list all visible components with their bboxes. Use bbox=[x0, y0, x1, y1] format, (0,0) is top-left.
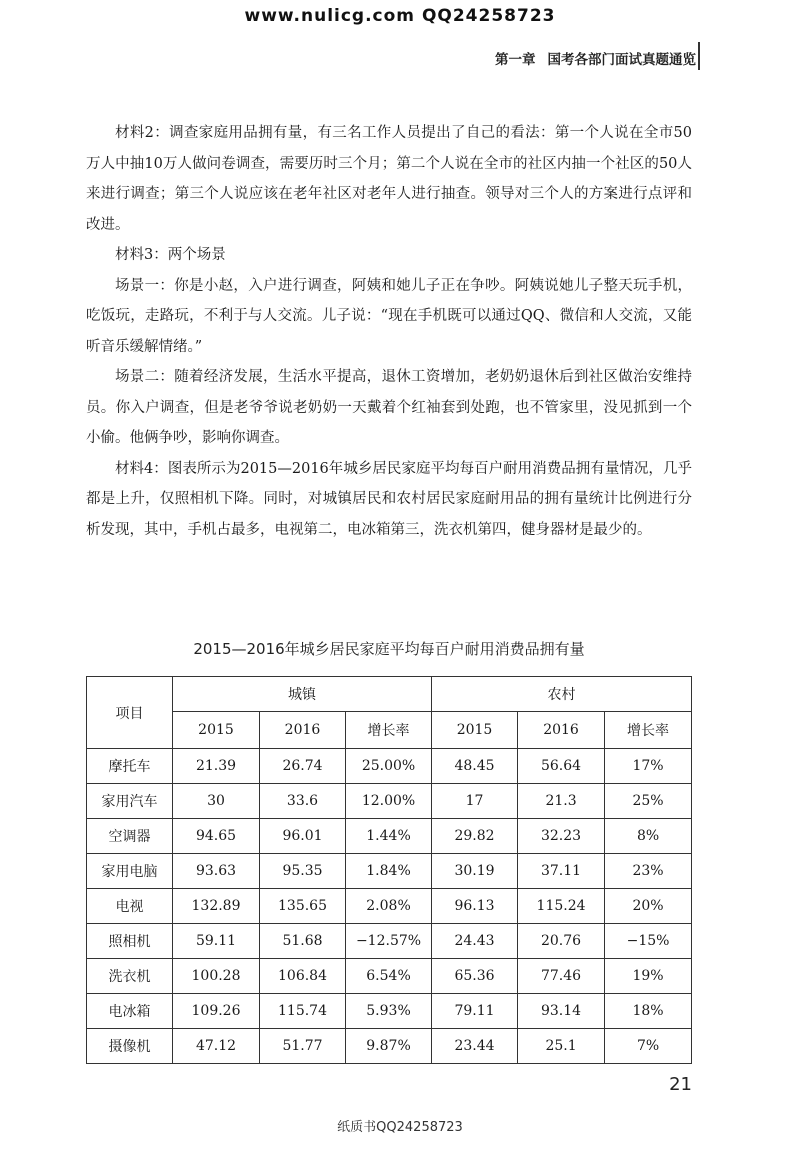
table-cell: 94.65 bbox=[173, 819, 260, 854]
table-cell: 100.28 bbox=[173, 959, 260, 994]
page-number: 21 bbox=[669, 1074, 692, 1095]
row-label: 电冰箱 bbox=[87, 994, 173, 1029]
paragraph-material-4: 材料4：图表所示为2015—2016年城乡居民家庭平均每百户耐用消费品拥有量情况，几乎都是上升，仅照相机下降。同时，对城镇居民和农村居民家庭耐用品的拥有量统计比例进行分析发现，其中，手机占最多，电视第二，电冰箱第三，洗衣机第四，健身器材是最少的。 bbox=[86, 460, 692, 538]
table-cell: 26.74 bbox=[260, 749, 346, 784]
table-row bbox=[87, 784, 692, 819]
paragraph-material-3: 材料3：两个场景 bbox=[115, 247, 226, 263]
table-cell: 30 bbox=[173, 784, 260, 819]
chapter-label: 第一章 bbox=[495, 52, 536, 68]
table-cell: 135.65 bbox=[260, 889, 346, 924]
row-label: 电视 bbox=[87, 889, 173, 924]
table-cell: 1.84% bbox=[346, 854, 432, 889]
item-header: 项目 bbox=[87, 677, 173, 749]
table-cell: 77.46 bbox=[518, 959, 605, 994]
subheader-cell: 2016 bbox=[260, 712, 346, 749]
table-cell: 79.11 bbox=[432, 994, 518, 1029]
subheader-cell: 2015 bbox=[432, 712, 518, 749]
table-cell: 1.44% bbox=[346, 819, 432, 854]
table-cell: 23% bbox=[605, 854, 692, 889]
chapter-header bbox=[495, 48, 696, 68]
table-cell: 115.74 bbox=[260, 994, 346, 1029]
table-cell: 30.19 bbox=[432, 854, 518, 889]
table-row bbox=[87, 959, 692, 994]
table-row bbox=[87, 854, 692, 889]
table-row bbox=[87, 889, 692, 924]
table-cell: 132.89 bbox=[173, 889, 260, 924]
row-label: 摩托车 bbox=[87, 749, 173, 784]
paragraph-scene-2: 场景二：随着经济发展，生活水平提高，退休工资增加，老奶奶退休后到社区做治安维持员。你入户调查，但是老爷爷说老奶奶一天戴着个红袖套到处跑，也不管家里，没见抓到一个小偷。他俩争吵，影响你调查。 bbox=[86, 369, 692, 446]
subheader-cell: 增长率 bbox=[346, 712, 432, 749]
table-cell: 12.00% bbox=[346, 784, 432, 819]
subheader-cell: 2015 bbox=[173, 712, 260, 749]
table-cell: 96.01 bbox=[260, 819, 346, 854]
table-header-row bbox=[87, 677, 692, 712]
table-cell: 96.13 bbox=[432, 889, 518, 924]
table-cell: 25% bbox=[605, 784, 692, 819]
table-cell: 25.1 bbox=[518, 1029, 605, 1064]
table-cell: 17 bbox=[432, 784, 518, 819]
table-cell: 65.36 bbox=[432, 959, 518, 994]
table-cell: 29.82 bbox=[432, 819, 518, 854]
table-cell: 33.6 bbox=[260, 784, 346, 819]
table-cell: 17% bbox=[605, 749, 692, 784]
row-label: 洗衣机 bbox=[87, 959, 173, 994]
table-title: 2015—2016年城乡居民家庭平均每百户耐用消费品拥有量 bbox=[193, 640, 585, 658]
table-row bbox=[87, 1029, 692, 1064]
table-cell: 93.63 bbox=[173, 854, 260, 889]
row-label: 空调器 bbox=[87, 819, 173, 854]
table-cell: 115.24 bbox=[518, 889, 605, 924]
table-cell: 32.23 bbox=[518, 819, 605, 854]
table-cell: 56.64 bbox=[518, 749, 605, 784]
table-cell: 93.14 bbox=[518, 994, 605, 1029]
table-cell: 2.08% bbox=[346, 889, 432, 924]
table-row bbox=[87, 819, 692, 854]
table-cell: −15% bbox=[605, 924, 692, 959]
table-cell: 109.26 bbox=[173, 994, 260, 1029]
table-cell: 18% bbox=[605, 994, 692, 1029]
table-cell: 25.00% bbox=[346, 749, 432, 784]
table-cell: 37.11 bbox=[518, 854, 605, 889]
table-cell: 23.44 bbox=[432, 1029, 518, 1064]
table-cell: 51.68 bbox=[260, 924, 346, 959]
table-subheader-row bbox=[87, 712, 692, 749]
urban-group-header: 城镇 bbox=[173, 677, 432, 712]
consumer-goods-table bbox=[86, 676, 692, 1064]
table-cell: 7% bbox=[605, 1029, 692, 1064]
paragraph-material-2: 材料2：调查家庭用品拥有量，有三名工作人员提出了自己的看法：第一个人说在全市50万人中抽10万人做问卷调查，需要历时三个月；第二个人说在全市的社区内抽一个社区的50人来进行调查；第三个人说应该在老年社区对老年人进行抽查。领导对三个人的方案进行点评和改进。 bbox=[86, 125, 692, 233]
top-banner: www.nulicg.com QQ24258723 bbox=[244, 6, 556, 26]
row-label: 照相机 bbox=[87, 924, 173, 959]
row-label: 摄像机 bbox=[87, 1029, 173, 1064]
table-cell: 19% bbox=[605, 959, 692, 994]
table-cell: 47.12 bbox=[173, 1029, 260, 1064]
table-cell: 106.84 bbox=[260, 959, 346, 994]
table-cell: 24.43 bbox=[432, 924, 518, 959]
table-cell: 9.87% bbox=[346, 1029, 432, 1064]
table-cell: 48.45 bbox=[432, 749, 518, 784]
table-cell: 20% bbox=[605, 889, 692, 924]
table-row bbox=[87, 749, 692, 784]
table-cell: 95.35 bbox=[260, 854, 346, 889]
table-cell: 59.11 bbox=[173, 924, 260, 959]
row-label: 家用汽车 bbox=[87, 784, 173, 819]
paragraph-scene-1: 场景一：你是小赵，入户进行调查，阿姨和她儿子正在争吵。阿姨说她儿子整天玩手机，吃饭玩，走路玩，不利于与人交流。儿子说：“现在手机既可以通过QQ、微信和人交流，又能听音乐缓解情绪。” bbox=[86, 277, 692, 355]
footer-watermark: 纸质书QQ24258723 bbox=[337, 1120, 463, 1135]
table-cell: 6.54% bbox=[346, 959, 432, 994]
body-text bbox=[86, 118, 692, 545]
table-row bbox=[87, 924, 692, 959]
table-cell: 51.77 bbox=[260, 1029, 346, 1064]
row-label: 家用电脑 bbox=[87, 854, 173, 889]
table-cell: −12.57% bbox=[346, 924, 432, 959]
table-cell: 21.3 bbox=[518, 784, 605, 819]
chapter-title: 国考各部门面试真题通览 bbox=[547, 52, 696, 68]
table-cell: 21.39 bbox=[173, 749, 260, 784]
table-cell: 5.93% bbox=[346, 994, 432, 1029]
subheader-cell: 增长率 bbox=[605, 712, 692, 749]
table-cell: 8% bbox=[605, 819, 692, 854]
subheader-cell: 2016 bbox=[518, 712, 605, 749]
rural-group-header: 农村 bbox=[432, 677, 692, 712]
table-cell: 20.76 bbox=[518, 924, 605, 959]
table-row bbox=[87, 994, 692, 1029]
header-divider bbox=[698, 42, 700, 70]
